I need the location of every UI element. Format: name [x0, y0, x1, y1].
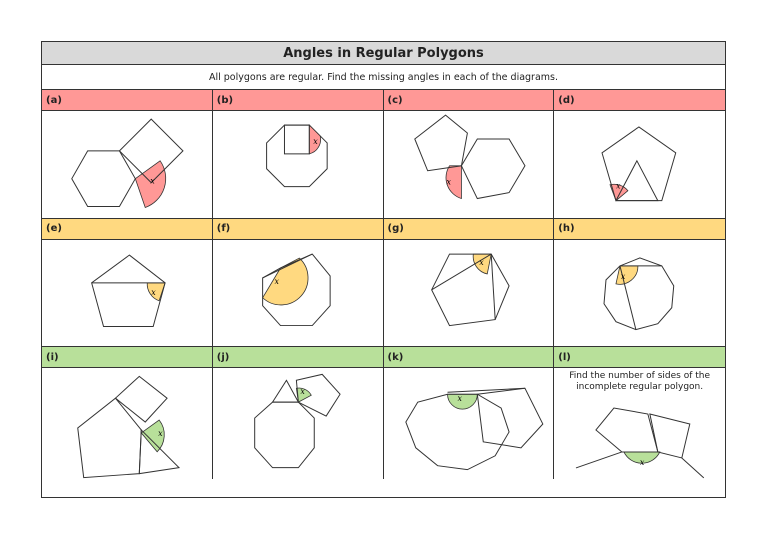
angle-x-label: x: [446, 177, 451, 187]
question-label: (h): [554, 219, 725, 240]
angle-x-label: x: [640, 458, 645, 468]
angle-x-label: x: [158, 429, 163, 439]
question-label: (d): [554, 90, 725, 111]
question-h: [554, 219, 725, 348]
diagram-e: [42, 240, 212, 347]
question-e: [42, 219, 213, 348]
angle-x-label: x: [478, 257, 484, 267]
angle-x-label: x: [616, 181, 621, 191]
diagram-f: [213, 240, 383, 347]
diagram-j: [213, 368, 383, 479]
worksheet-title: Angles in Regular Polygons: [42, 42, 725, 65]
diagram-i: [42, 368, 212, 479]
question-d: [554, 90, 725, 219]
instructions: All polygons are regular. Find the missing angles in each of the diagrams.: [42, 65, 725, 90]
question-f: [213, 219, 384, 348]
diagram-g: [384, 240, 554, 347]
question-label: (f): [213, 219, 383, 240]
question-label: (l): [554, 347, 725, 368]
question-l: [554, 347, 725, 479]
angle-x-label: x: [621, 271, 626, 281]
question-label: (g): [384, 219, 554, 240]
question-label: (j): [213, 347, 383, 368]
angle-x-label: x: [150, 176, 155, 186]
worksheet: [41, 41, 726, 498]
diagram-h: [554, 240, 725, 347]
question-label: (e): [42, 219, 212, 240]
question-label: (c): [384, 90, 554, 111]
question-g: [384, 219, 555, 348]
diagram-a: [42, 111, 212, 218]
question-label: (b): [213, 90, 383, 111]
question-i: [42, 347, 213, 479]
question-label: (k): [384, 347, 554, 368]
diagram-c: [384, 111, 554, 218]
diagram-d: [554, 111, 725, 218]
question-a: [42, 90, 213, 219]
question-b: [213, 90, 384, 219]
diagram-k: [384, 368, 554, 479]
question-k: [384, 347, 555, 479]
diagram-b: [213, 111, 383, 218]
angle-x-label: x: [456, 394, 462, 404]
diagram-l: [554, 368, 725, 479]
question-label: (a): [42, 90, 212, 111]
question-label: (i): [42, 347, 212, 368]
angle-x-label: x: [300, 387, 305, 397]
question-j: [213, 347, 384, 479]
question-text: Find the number of sides of the incomplete regular polygon.: [569, 371, 710, 393]
angle-x-label: x: [313, 136, 318, 146]
angle-x-label: x: [274, 276, 279, 286]
angle-x-label: x: [151, 287, 156, 297]
question-c: [384, 90, 555, 219]
